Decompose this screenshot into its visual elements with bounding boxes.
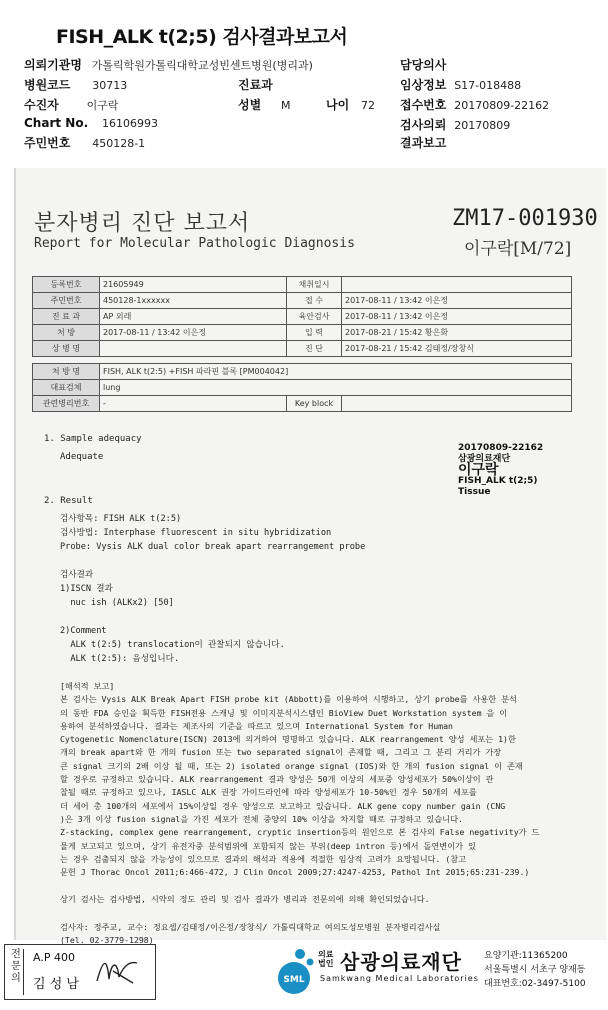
table-row: 등록번호 21605949 채취일시 [33, 277, 572, 293]
result-line: ALK t(2:5): 음성입니다. [60, 654, 180, 664]
result-line [60, 907, 539, 921]
specialist-stamp [4, 944, 156, 1000]
result-line: 검사항목: FISH ALK t(2:5) [60, 514, 182, 524]
result-line: 의 동반 FDA 승인을 획득한 FISH전용 스캐닝 및 이미지분석시스템인 BioView Duet Workstation system 을 이 [60, 707, 508, 718]
patient-info-table [32, 276, 572, 412]
report-header [0, 0, 608, 160]
stamp-label: 전문의 [9, 949, 24, 995]
field-clinical-info: 임상정보 S17-018488 [400, 78, 522, 92]
result-heading: 2. Result [44, 496, 93, 506]
field-department: 진료과 [238, 78, 273, 92]
institution-code: 요양기관:11365200 [484, 951, 568, 961]
field-receipt-no: 접수번호 20170809-22162 [400, 98, 550, 112]
result-line [60, 666, 365, 680]
org-prefix: 의료 법인 [318, 950, 334, 968]
result-body [60, 512, 365, 680]
table-row: 주민번호 450128-1xxxxxx 접 수 2017-08-11 / 13:42 이은정 [33, 293, 572, 309]
report-number: ZM17-001930 [452, 206, 598, 231]
result-line: 검사방법: Interphase fluorescent in situ hybridization [60, 528, 332, 538]
result-line: 검사자: 정주교, 교수: 정요셉/김태정/이은정/장창식/ 가톨릭대학교 여의도성모병원 분자병리검사실 [60, 921, 441, 932]
report-patient: 이구락[M/72] [464, 239, 572, 259]
field-institution: 의뢰기관명 가톨릭학원가톨릭대학교성빈센트병원(병리과) [24, 58, 313, 72]
sample-value: Adequate [60, 452, 104, 462]
footer [0, 940, 608, 1010]
org-phone: 대표번호:02-3497-5100 [484, 979, 586, 989]
org-address: 서울특별시 서초구 양재동 [484, 965, 586, 975]
table-row: 관련병리번호 - Key block [33, 396, 572, 412]
result-line: (Tel. 02-3779-1298) [60, 935, 154, 946]
result-line: ALK t(2:5) translocation이 관찰되지 않습니다. [60, 640, 285, 650]
field-request-date: 검사의뢰 20170809 [400, 118, 511, 132]
table-row: 대표검체 lung [33, 380, 572, 396]
result-line: 검사결과 [60, 570, 94, 580]
result-line: nuc ish (ALKx2) [50] [60, 598, 174, 608]
result-line: [해석적 보고] [60, 681, 115, 691]
field-chart-no: Chart No. 16106993 [24, 116, 158, 130]
result-line: 용하여 분석하였습니다. 결과는 제조사의 기준을 따르고 있으며 International System for Human [60, 720, 453, 731]
result-line: 찰될 때로 규정하고 있으나, IASLC ALK 권장 가이드라인에 따라 양성세포가 10-50%인 경우 50개의 세포를 [60, 787, 477, 798]
field-age: 나이 72 [326, 98, 376, 112]
signature-icon [93, 953, 143, 989]
report-title-en: Report for Molecular Pathologic Diagnosis [34, 236, 355, 251]
result-line: Probe: Vysis ALK dual color break apart rearrangement probe [60, 542, 366, 552]
result-line: 큰 signal 크기의 2배 이상 될 때, 또는 2) isolated orange signal (IOS)와 한 개의 fusion signal 이 존재 [60, 760, 523, 771]
result-line: 개의 break apart와 한 개의 fusion 또는 two separated signal이 존재할 때, 그리고 그 분리 거리가 가장 [60, 747, 502, 758]
result-line: Z-stacking, complex gene rearrangement, cryptic insertion등의 원인으로 본 검사의 False negativity가 드 [60, 827, 540, 838]
table-row: 상 병 명 진 단 2017-08-21 / 15:42 김태정/장창식 [33, 341, 572, 357]
report-title-ko: 분자병리 진단 보고서 [34, 211, 251, 236]
sample-heading: 1. Sample adequacy [44, 434, 142, 444]
result-line [60, 554, 365, 568]
result-line: )은 3개 이상 fusion signal을 가진 세포가 전체 중양의 10% 이상을 차지할 때로 규정하고 있습니다. [60, 813, 463, 824]
table-row: 처 방 2017-08-11 / 13:42 이은정 입 력 2017-08-21 / 15:42 황은화 [33, 325, 572, 341]
table-row: 진 료 과 AP 외래 육안검사 2017-08-11 / 13:42 이은정 [33, 309, 572, 325]
result-line: 할 경우로 규정하고 있습니다. ALK rearrangement 결과 양성은 50개 이상의 세포중 양성세포가 50%이상이 관 [60, 774, 494, 785]
interpretation-body [60, 680, 539, 947]
field-doctor: 담당의사 [400, 58, 447, 72]
sml-logo-icon [270, 946, 318, 996]
result-line: 2)Comment [60, 626, 107, 636]
org-name: 삼광의료재단 [340, 950, 462, 974]
stamp-name: 김 성 남 [33, 977, 79, 992]
specimen-label: 20170809-22162 삼광의료재단 이구락 FISH_ALK t(2;5) Tissue [458, 443, 544, 497]
table-row: 처 방 명 FISH, ALK t(2:5) +FISH 파라핀 블록 [PM004042] [33, 364, 572, 380]
stamp-code: A.P 400 [33, 951, 75, 964]
result-line: 상기 검사는 검사방법, 시약의 정도 관리 및 검사 결과가 병리과 전문의에 의해 확인되었습니다. [60, 894, 430, 905]
page-title: FISH_ALK t(2;5) 검사결과보고서 [56, 26, 348, 48]
result-line: 본 검사는 Vysis ALK Break Apart FISH probe kit (Abbott)를 이용하여 시행하고, 상기 probe를 사용한 분석 [60, 694, 517, 705]
field-hospital-code: 병원코드 30713 [24, 78, 128, 92]
result-line [60, 879, 539, 893]
field-sex: 성별 M [238, 98, 291, 112]
result-line: 1)ISCN 결과 [60, 584, 113, 594]
field-result-report: 결과보고 [400, 136, 447, 150]
result-line: 문헌 J Thorac Oncol 2011;6:466-472, J Clin Oncol 2009;27:4247-4253, Pathol Int 2015;65:231-239.) [60, 867, 530, 878]
field-patient: 수진자 이구락 [24, 98, 119, 112]
result-line: 더 세어 총 100개의 세포에서 15%이상일 경우 양성으로 보고하고 있습니다. ALK gene copy number gain (CNG [60, 800, 506, 811]
field-resident-no: 주민번호 450128-1 [24, 136, 146, 150]
svg-text:SML: SML [283, 975, 305, 985]
result-line: 물게 보고되고 있으며, 상기 유전자중 분석범위에 포함되지 않는 부위(deep intron 등)에서 돌연변이가 있 [60, 840, 476, 851]
result-line: 는 경우 검출되지 않을 가능성이 있으므로 결과의 해석과 적용에 적절한 임상적 고려가 요망됩니다. (참고 [60, 853, 467, 864]
result-line [60, 610, 365, 624]
org-english-name: Samkwang Medical Laboratories [320, 974, 479, 983]
result-line: Cytogenetic Nomenclature(ISCN) 2013에 의거하여 명명하고 있습니다. ALK rearrangement 양성 세포는 1)한 [60, 734, 516, 745]
